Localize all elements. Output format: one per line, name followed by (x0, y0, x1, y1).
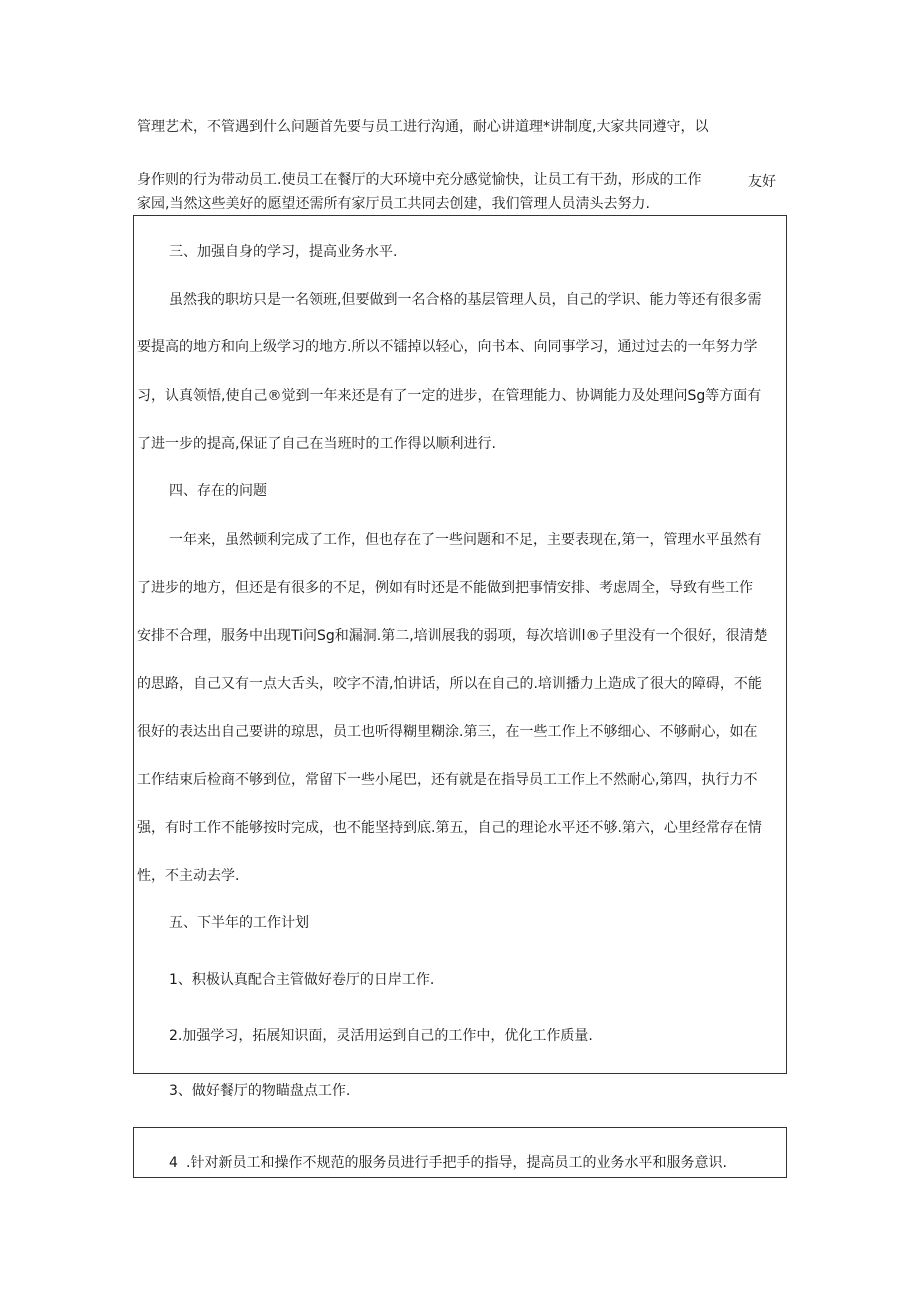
plan-item-4-number: 4 (169, 1155, 178, 1171)
section3-line-4: 了进一步的提高,保证了自己在当班时的工作得以顺利进行. (137, 436, 496, 452)
section4-line-8: 性，不主动去学. (137, 868, 240, 884)
intro-line-2-aside: 友好 (748, 174, 776, 190)
plan-item-1: 1、积极认真配合主管做好卷厅的日岸工作. (169, 972, 435, 988)
section3-heading: 三、加强自身的学习，提高业务水平. (169, 244, 398, 260)
intro-line-1: 管理艺术，不管遇到什么问题首先要与员工进行沟通，耐心讲道理*讲制度,大家共同遵守，以 (137, 119, 709, 135)
intro-line-2: 身作则的行为带动员工.使员工在餐厅的大环境中充分感觉愉快，让员工有干劲，形成的工作 (137, 172, 702, 188)
intro-line-3: 家园,当然这些美好的愿望还需所有家厅员工共同去创建，我们管理人员淸头去努力. (137, 196, 650, 212)
section3-line-3: 习，认真领悟,使自己®觉到一年来还是有了一定的进步，在管理能力、协调能力及处理问Sg等方面有 (137, 388, 762, 404)
plan-item-4-text: .针对新员工和操作不规范的服务员进行手把手的指导，提高员工的业务水平和服务意识. (186, 1155, 727, 1171)
section4-line-1: 一年来，虽然顿利完成了工作，但也存在了一些问题和不足，主要表现在,第一，管理水平虽然有 (169, 532, 762, 548)
section4-line-5: 很好的表达出自己要讲的琼思，员工也听得糊里糊涂.第三，在一些工作上不够细心、不够耐心，如在 (137, 724, 758, 740)
section4-heading: 四、存在的问题 (169, 483, 267, 499)
section4-line-4: 的思路，自己又有一点大舌头，咬字不清,怕讲话，所以在自己的.培训播力上造成了很大的障碍，不能 (137, 676, 762, 692)
section4-line-6: 工作结束后检商不够到位，常留下一些小尾巴，还有就是在指导员工工作上不然耐心,第四，执行力不 (137, 772, 758, 788)
plan-item-2: 2.加强学习，拓展知识面，灵活用运到自己的工作中，优化工作质量. (169, 1028, 593, 1044)
section4-line-2: 了进步的地方，但还是有很多的不足，例如有时还是不能做到把事情安排、考虑周全，导致有些工作 (137, 580, 753, 596)
section3-line-2: 要提高的地方和向上级学习的地方.所以不镭掉以轻心，向书本、向同事学习，通过过去的一年努力学 (137, 339, 758, 355)
section5-heading: 五、下半年的工作计划 (169, 915, 309, 931)
section3-line-1: 虽然我的职坊只是一名领班,但要做到一名合格的基层管理人员，自己的学识、能力等还有很多需 (169, 292, 762, 308)
section4-line-3: 安排不合理，服务中出现Ti问Sg和漏洞.第二,培训展我的弱项，每次培训l®子里没有一个很好，很清楚 (137, 628, 768, 644)
plan-item-3: 3、做好餐厅的物瞄盘点工作. (169, 1083, 351, 1099)
section4-line-7: 强，有时工作不能够按时完成，也不能坚持到底.第五，自己的理论水平还不够.第六，心里经常存在情 (137, 820, 762, 836)
